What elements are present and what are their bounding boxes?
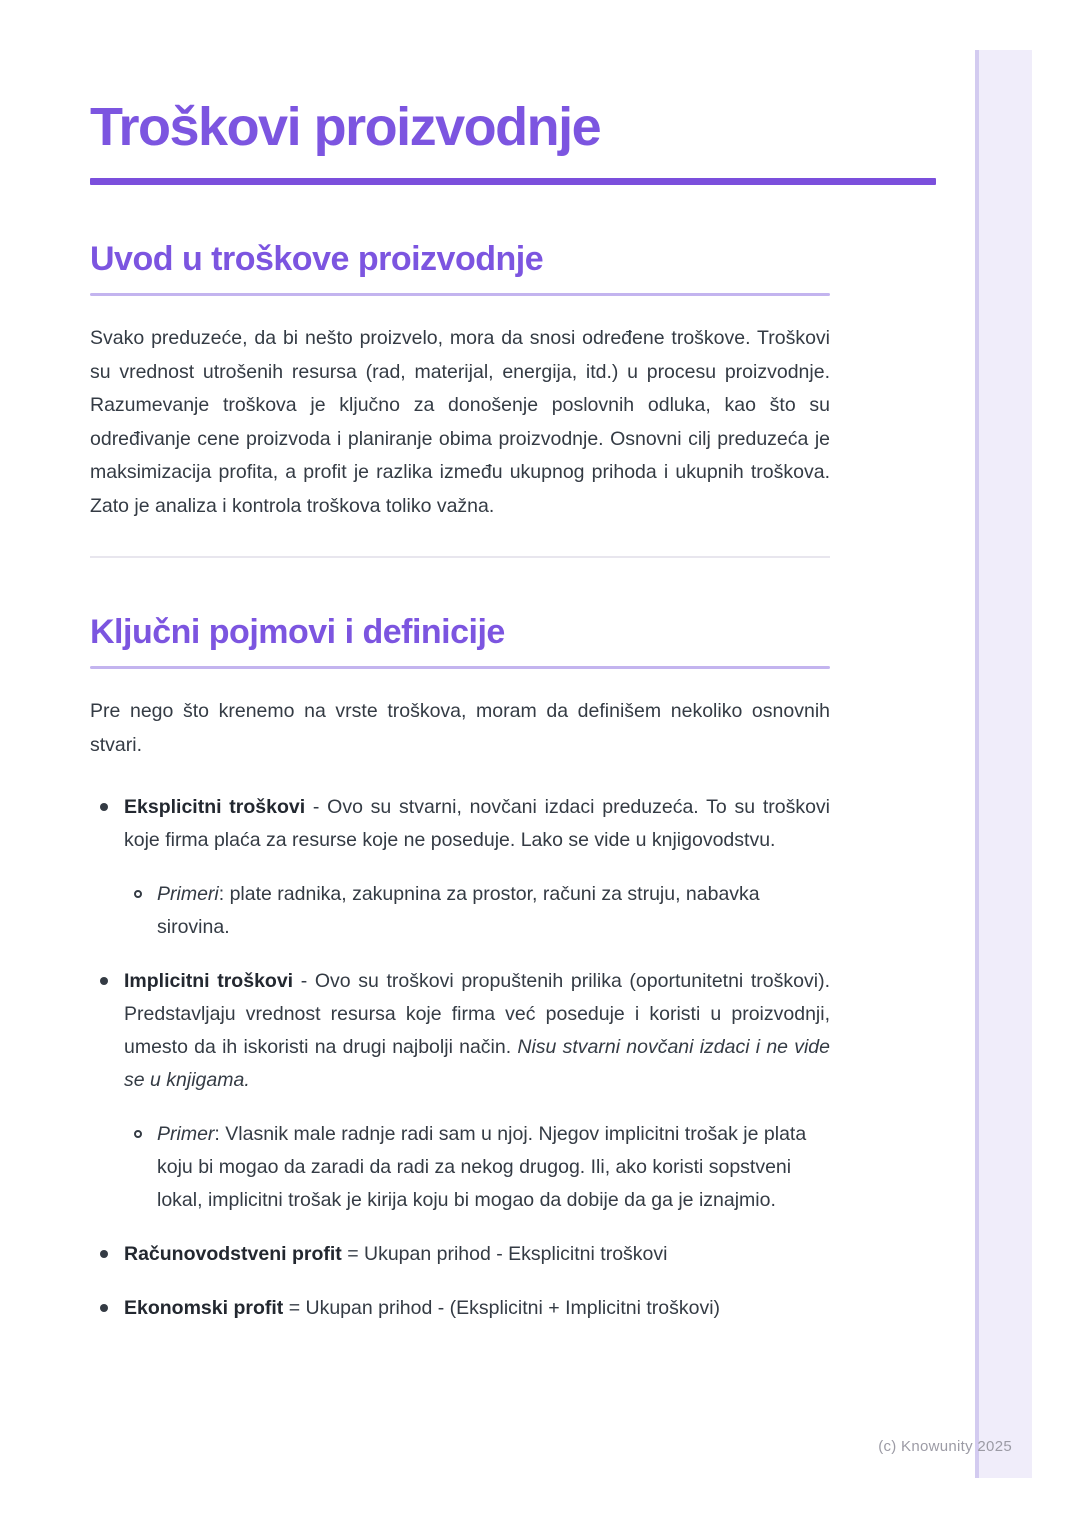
section-divider — [90, 556, 830, 558]
list-item — [90, 965, 830, 1097]
plain-text: = Ukupan prihod - Eksplicitni troškovi — [341, 1243, 668, 1265]
circle-bullet-icon — [134, 890, 142, 898]
section-kljucni-pojmovi — [90, 612, 936, 1325]
sub-list-item — [90, 1118, 830, 1217]
plain-text: : Vlasnik male radnje radi sam u njoj. Njegov implicitni trošak je plata koju bi mogao da zaradi da radi za nekog drugog. Ili, ako koristi sopstveni lokal, implicitni trošak je kirija koju bi mogao da dobije da ga je iznajmio. — [157, 1123, 807, 1211]
plain-text: - Ovo su troškovi propuštenih prilika (oportunitetni troškovi). Predstavljaju vrednost resursa koje firma već poseduje i koristi u proizvodnji, umesto da ih iskoristi na drugi najbolji način. — [124, 970, 830, 1058]
intro-paragraph: Svako preduzeće, da bi nešto proizvelo, mora da snosi određene troškove. Troškovi su vrednost utrošenih resursa (rad, materijal, energija, itd.) u procesu proizvodnje. Razumevanje troškova je ključno za donošenje poslovnih odluka, kao što su određivanje cene proizvoda i planiranje obima proizvodnje. Osnovni cilj preduzeća je maksimizacija profita, a profit je razlika između ukupnog prihoda i ukupnih troškova. Zato je analiza i kontrola troškova toliko važna. — [90, 327, 830, 517]
list-item — [90, 791, 830, 857]
page-title: Troškovi proizvodnje — [90, 97, 601, 157]
definitions-intro-paragraph: Pre nego što krenemo na vrste troškova, moram da definišem nekoliko osnovnih stvari. — [90, 700, 830, 756]
definitions-list — [90, 791, 830, 1325]
side-stripe — [975, 50, 1032, 1478]
plain-text: = Ukupan prihod - (Eksplicitni + Implicitni troškovi) — [283, 1297, 721, 1319]
section-uvod — [90, 239, 936, 523]
disc-bullet-icon — [100, 977, 108, 985]
section-heading-uvod: Uvod u troškove proizvodnje — [90, 240, 544, 278]
italic-text: Primeri — [157, 883, 219, 905]
plain-text: - Ovo su stvarni, novčani izdaci preduzeća. To su troškovi koje firma plaća za resurse koje ne poseduje. Lako se vide u knjigovodstvu. — [124, 796, 831, 851]
footer-copyright: (c) Knowunity 2025 — [878, 1438, 1012, 1455]
disc-bullet-icon — [100, 1250, 108, 1258]
list-item — [90, 1238, 830, 1271]
section-heading-kljucni-pojmovi: Ključni pojmovi i definicije — [90, 613, 505, 651]
term-bold-text: Računovodstveni profit — [124, 1243, 342, 1265]
section-heading-rule — [90, 293, 830, 296]
circle-bullet-icon — [134, 1130, 142, 1138]
sub-list-item — [90, 878, 830, 944]
italic-text: Nisu stvarni novčani izdaci i ne vide se u knjigama. — [124, 1036, 831, 1091]
term-bold-text: Ekonomski profit — [124, 1297, 284, 1319]
disc-bullet-icon — [100, 1304, 108, 1312]
list-item — [90, 1292, 830, 1325]
section-heading-rule — [90, 666, 830, 669]
document-content — [90, 0, 936, 1325]
term-bold-text: Implicitni troškovi — [124, 970, 294, 992]
title-rule — [90, 178, 936, 185]
italic-text: Primer — [157, 1123, 215, 1145]
term-bold-text: Eksplicitni troškovi — [124, 796, 306, 818]
plain-text: : plate radnika, zakupnina za prostor, računi za struju, nabavka sirovina. — [157, 883, 760, 938]
disc-bullet-icon — [100, 803, 108, 811]
